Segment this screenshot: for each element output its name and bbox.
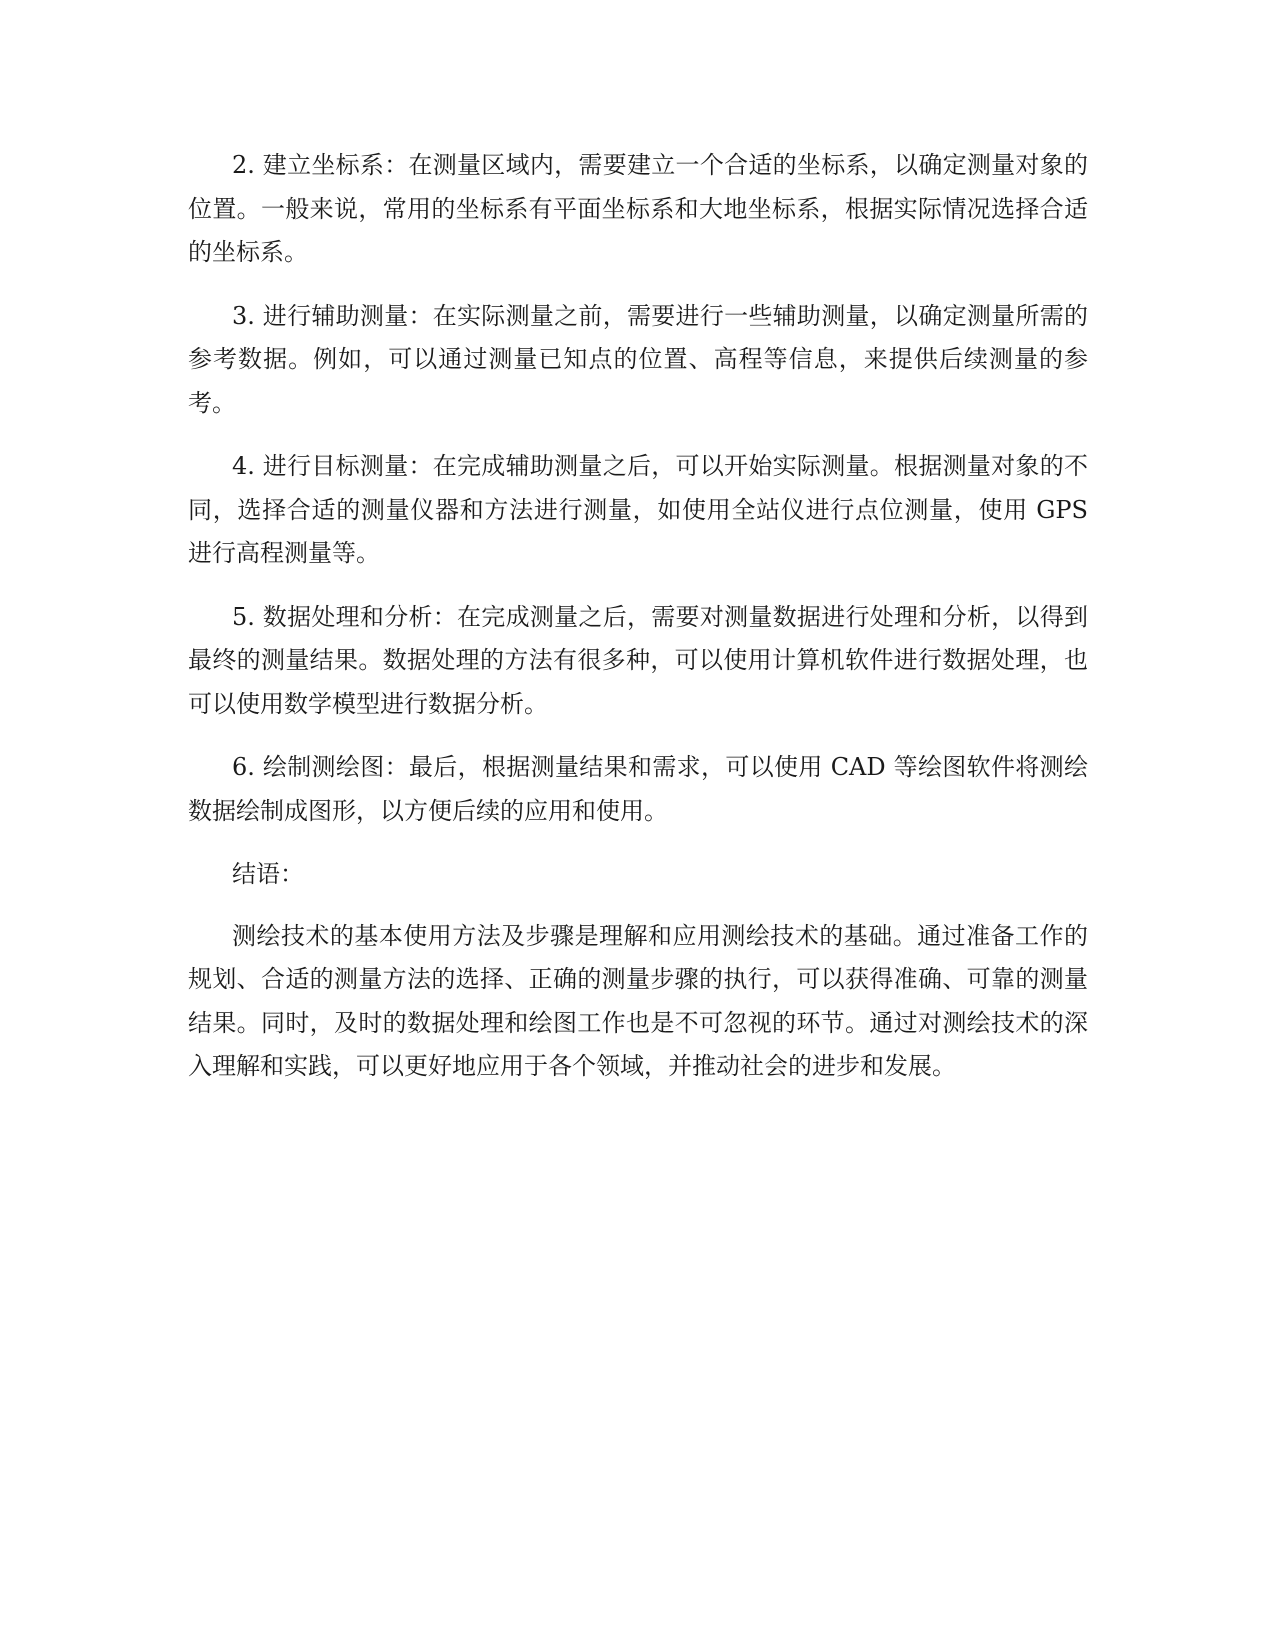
paragraph-step-3: 3. 进行辅助测量：在实际测量之前，需要进行一些辅助测量，以确定测量所需的参考数据。例如，可以通过测量已知点的位置、高程等信息，来提供后续测量的参考。 <box>188 301 1088 417</box>
conclusion-heading: 结语： <box>232 860 304 888</box>
paragraph-step-4: 4. 进行目标测量：在完成辅助测量之后，可以开始实际测量。根据测量对象的不同，选择合适的测量仪器和方法进行测量，如使用全站仪进行点位测量，使用 GPS 进行高程测量等。 <box>188 452 1088 567</box>
paragraph-step-6: 6. 绘制测绘图：最后，根据测量结果和需求，可以使用 CAD 等绘图软件将测绘数据绘制成图形，以方便后续的应用和使用。 <box>188 753 1088 825</box>
paragraph-step-5: 5. 数据处理和分析：在完成测量之后，需要对测量数据进行处理和分析，以得到最终的测量结果。数据处理的方法有很多种，可以使用计算机软件进行数据处理，也可以使用数学模型进行数据分析。 <box>188 602 1088 718</box>
document-body <box>188 144 1088 1109</box>
paragraph-step-2: 2. 建立坐标系：在测量区域内，需要建立一个合适的坐标系，以确定测量对象的位置。一般来说，常用的坐标系有平面坐标系和大地坐标系，根据实际情况选择合适的坐标系。 <box>188 151 1088 266</box>
conclusion-paragraph: 测绘技术的基本使用方法及步骤是理解和应用测绘技术的基础。通过准备工作的规划、合适的测量方法的选择、正确的测量步骤的执行，可以获得准确、可靠的测量结果。同时，及时的数据处理和绘图工作也是不可忽视的环节。通过对测绘技术的深入理解和实践，可以更好地应用于各个领域，并推动社会的进步和发展。 <box>188 921 1088 1080</box>
